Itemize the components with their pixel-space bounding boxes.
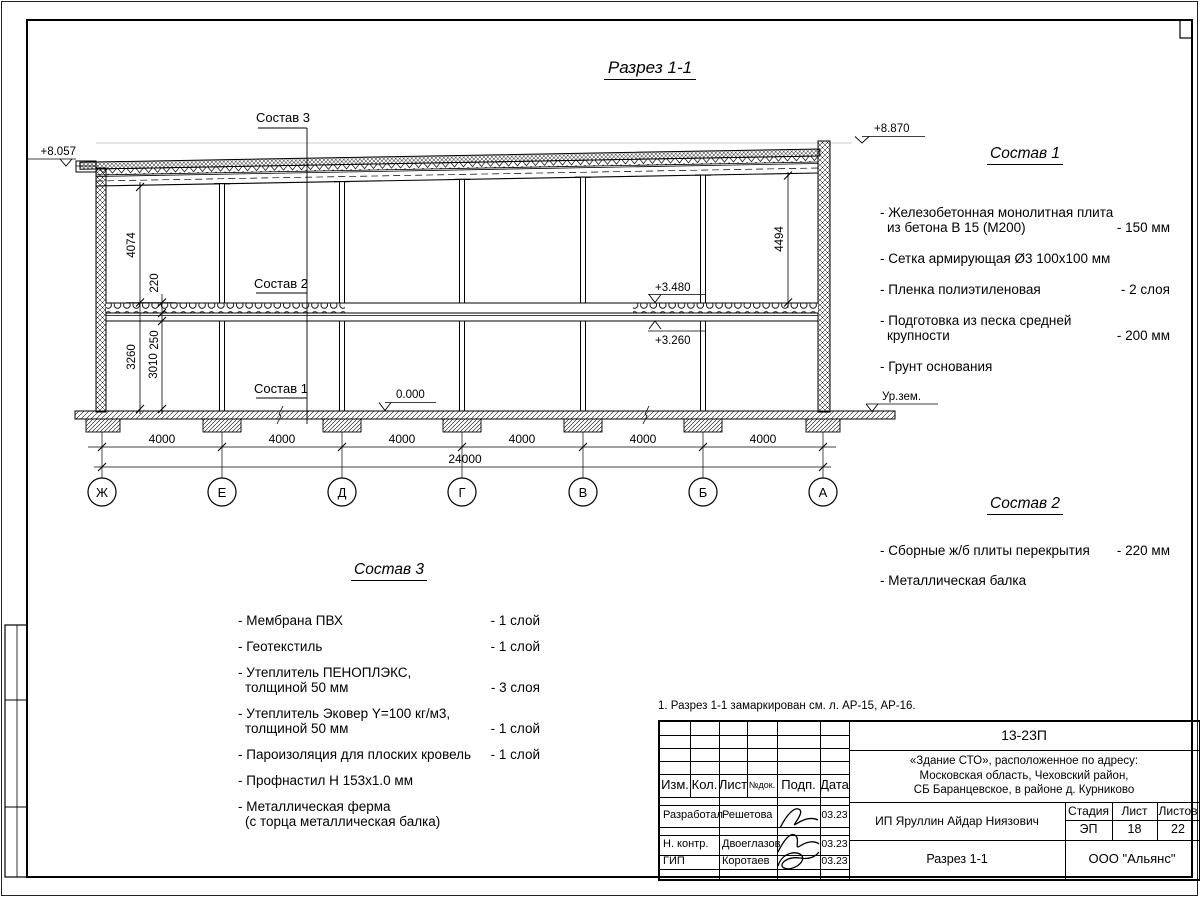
- frame-side-stamps: [5, 625, 27, 877]
- foundation-blocks: [86, 419, 840, 432]
- sheet-label: Лист: [1121, 803, 1148, 818]
- dim-bay-2: 4000: [268, 432, 296, 446]
- floor-slab: [106, 303, 818, 321]
- role-nkontr: Н. контр.: [663, 838, 709, 851]
- role-gip: ГИП: [663, 855, 685, 868]
- date-row3: 03.23: [821, 855, 848, 868]
- company-name: ООО "Альянс": [1088, 851, 1176, 867]
- sostav3-title: Состав 3: [238, 562, 540, 577]
- page-title: Разрез 1-1: [555, 58, 745, 78]
- sheets-label: Листов: [1158, 803, 1198, 818]
- bay-dimensions: [149, 432, 777, 466]
- axis-label: Б: [698, 485, 708, 500]
- col-header-ndok: №док.: [748, 779, 776, 790]
- dim-bay-5: 4000: [629, 432, 657, 446]
- elevation-slab-bottom: [648, 321, 706, 347]
- wall-right: [818, 141, 830, 412]
- elevation-ground: [866, 391, 938, 412]
- sheets-total: 22: [1171, 822, 1185, 837]
- list-item: - Профнастил Н 153х1.0 мм: [238, 773, 413, 788]
- elevation-top-left: [28, 146, 76, 166]
- ground-slab: [75, 406, 895, 432]
- hollow-core-slab-left: [106, 304, 345, 313]
- roof-assembly: [76, 149, 820, 186]
- callout-sostav1: Состав 1: [254, 381, 308, 396]
- project-description: «Здание СТО», расположенное по адресу: Московская область, Чеховский район, СБ Баранцевское, в районе д. Курниково: [909, 755, 1139, 797]
- client-name: ИП Яруллин Айдар Ниязович: [875, 813, 1039, 828]
- svg-text:+3.260: +3.260: [655, 335, 691, 347]
- role-razrabotal: Разработал: [663, 809, 723, 822]
- columns-lower: [220, 321, 706, 411]
- dim-4074: 4074: [126, 232, 138, 258]
- hollow-core-slab-right: [633, 304, 818, 313]
- col-header-data: Дата: [820, 777, 849, 793]
- svg-text:+8.870: +8.870: [874, 123, 910, 135]
- dim-3010: 3010: [148, 353, 160, 379]
- axis-label: Д: [337, 485, 347, 500]
- elevation-slab-top: [648, 282, 706, 303]
- list-item: - Железобетонная монолитная плита из бетона В 15 (М200) - 150 мм: [880, 205, 1170, 235]
- name-dvoeglazov: Двоеглазов: [722, 838, 781, 851]
- svg-text:Ур.зем.: Ур.зем.: [882, 391, 922, 403]
- list-item: - Утеплитель Эковер Y=100 кг/м3, толщиной 50 мм - 1 слой: [238, 706, 540, 736]
- axis-label: А: [818, 485, 828, 500]
- list-item: - Металлическая ферма (с торца металлическая балка): [238, 799, 441, 829]
- stage-value: ЭП: [1079, 822, 1098, 837]
- list-item: - Пароизоляция для плоских кровель - 1 слой: [238, 747, 540, 762]
- callout-sostav3: Состав 3: [256, 110, 310, 125]
- dim-total: 24000: [448, 452, 482, 466]
- wall-left: [96, 168, 106, 412]
- date-row1: 03.23: [821, 809, 848, 822]
- list-item: - Грунт основания: [880, 359, 993, 374]
- axis-label: В: [578, 485, 588, 500]
- doc-code: 13-23П: [1001, 727, 1047, 744]
- dim-220: 220: [149, 273, 161, 293]
- dim-bay-1: 4000: [148, 432, 176, 446]
- sheet-number: 18: [1127, 822, 1142, 837]
- dim-3260: 3260: [126, 344, 138, 370]
- axis-label: Ж: [95, 485, 109, 500]
- sostav2-title: Состав 2: [880, 496, 1170, 511]
- elevation-top-right: [855, 123, 925, 143]
- frame-corner-box: [1180, 20, 1192, 38]
- drawing-note: 1. Разрез 1-1 замаркирован см. л. АР-15, АР-16.: [658, 700, 916, 712]
- col-header-podp: Подп.: [781, 777, 816, 793]
- sostav1-title: Состав 1: [880, 146, 1170, 161]
- sostav1-list: [880, 146, 1170, 390]
- list-item: - Утеплитель ПЕНОПЛЭКС, толщиной 50 мм - 3 слоя: [238, 665, 540, 695]
- col-header-izm: Изм.: [661, 777, 689, 793]
- axis-bubbles: [88, 478, 837, 506]
- svg-text:+3.480: +3.480: [655, 282, 691, 294]
- stage-label: Стадия: [1068, 803, 1109, 818]
- list-item: - Пленка полиэтиленовая - 2 слоя: [880, 282, 1170, 297]
- axis-label: Г: [458, 485, 466, 500]
- name-reshetova: Решетова: [722, 809, 773, 822]
- list-item: - Металлическая балка: [880, 573, 1027, 588]
- title-block: [658, 720, 1200, 881]
- name-korotaev: Коротаев: [722, 855, 770, 868]
- dim-bay-4: 4000: [508, 432, 536, 446]
- sostav2-list: [880, 496, 1170, 603]
- svg-text:0.000: 0.000: [396, 389, 425, 401]
- dim-4494: 4494: [774, 226, 786, 252]
- svg-text:+8.057: +8.057: [40, 146, 76, 158]
- list-item: - Сборные ж/б плиты перекрытия - 220 мм: [880, 543, 1170, 558]
- list-item: - Мембрана ПВХ - 1 слой: [238, 613, 540, 628]
- date-row2: 03.23: [821, 838, 848, 851]
- dim-bay-6: 4000: [749, 432, 777, 446]
- col-header-list: Лист: [718, 777, 748, 793]
- signature-reshetova: [776, 802, 822, 832]
- sostav3-list: [238, 562, 540, 840]
- dim-bay-3: 4000: [388, 432, 416, 446]
- axis-label: Е: [217, 485, 227, 500]
- list-item: - Сетка армирующая Ø3 100х100 мм: [880, 251, 1111, 266]
- sostav-callouts: [254, 110, 310, 424]
- signature-korotaev: [772, 846, 822, 876]
- callout-sostav2: Состав 2: [254, 276, 308, 291]
- list-item: - Геотекстиль - 1 слой: [238, 639, 540, 654]
- elevation-floor: [379, 389, 436, 411]
- list-item: - Подготовка из песка средней крупности - 200 мм: [880, 313, 1170, 343]
- dim-250: 250: [149, 330, 161, 350]
- drawing-name: Разрез 1-1: [926, 851, 988, 866]
- col-header-kol: Кол.: [691, 777, 718, 793]
